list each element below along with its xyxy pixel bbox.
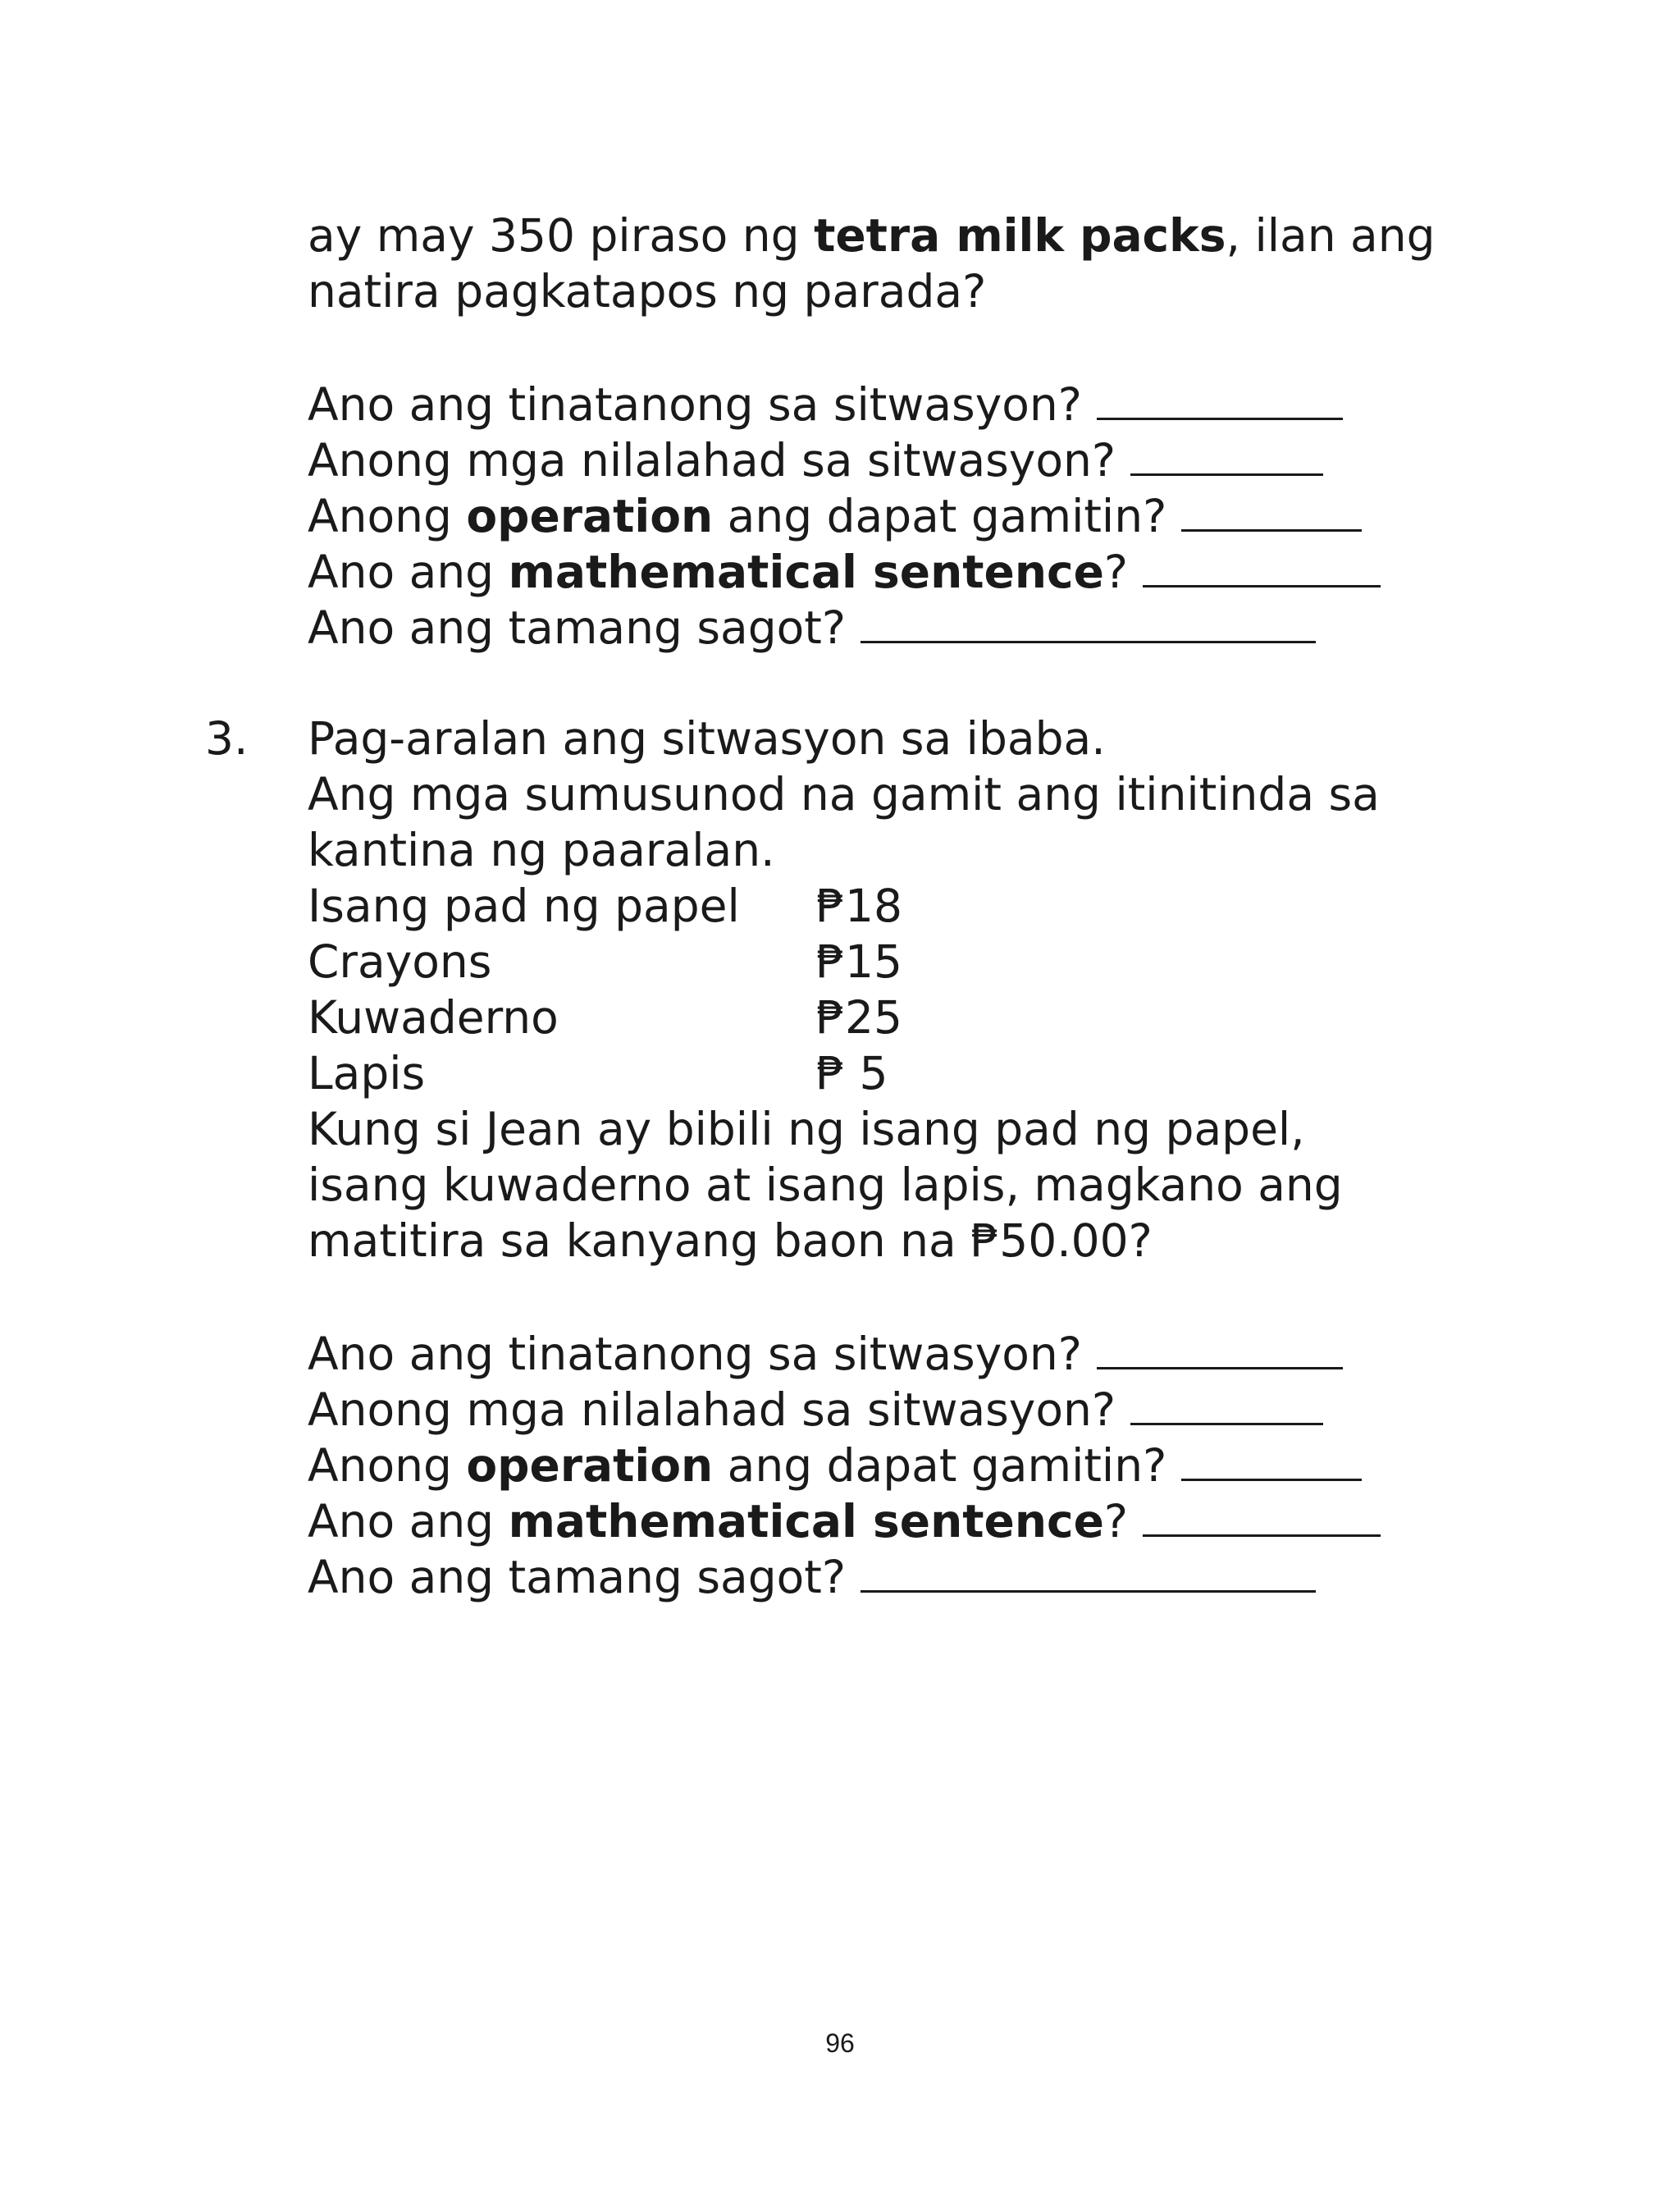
item-price: ₱15 xyxy=(816,935,902,988)
answer-blank[interactable] xyxy=(1097,375,1343,420)
item-price: ₱25 xyxy=(816,991,902,1044)
question-text: Anong mga nilalahad sa sitwasyon? xyxy=(308,1383,1116,1436)
question-text: Ano ang xyxy=(308,1495,509,1548)
item-name: Crayons xyxy=(308,935,492,988)
answer-blank[interactable] xyxy=(1143,1492,1381,1537)
question-text: ? xyxy=(1103,546,1129,598)
page-number: 96 xyxy=(825,2028,855,2058)
problem3-line2: Ang mga sumusunod na gamit ang itinitinda sa xyxy=(308,768,1380,821)
question-text: ang dapat gamitin? xyxy=(713,490,1167,542)
question-bold-term: operation xyxy=(466,490,714,542)
answer-blank[interactable] xyxy=(1181,1436,1362,1481)
question-bold-term: mathematical sentence xyxy=(508,546,1104,598)
question-text: Anong xyxy=(308,1439,467,1492)
question-text: Anong xyxy=(308,490,467,542)
answer-blank[interactable] xyxy=(1130,431,1323,476)
problem3-question-line1: Kung si Jean ay bibili ng isang pad ng papel, xyxy=(308,1103,1305,1155)
question2-given xyxy=(308,431,1323,488)
answer-blank[interactable] xyxy=(1181,487,1362,532)
question-bold-term: operation xyxy=(466,1439,714,1492)
question3-answer xyxy=(308,1548,1316,1605)
question-text: Ano ang tinatanong sa sitwasyon? xyxy=(308,1328,1082,1380)
problem3-intro: Pag-aralan ang sitwasyon sa ibaba. xyxy=(308,712,1106,765)
problem2-text: ay may 350 piraso ng xyxy=(308,209,815,262)
problem2-text-end: , ilan ang xyxy=(1226,209,1436,262)
question2-answer xyxy=(308,598,1316,656)
item-name: Isang pad ng papel xyxy=(308,880,740,932)
item-name: Kuwaderno xyxy=(308,991,559,1044)
question3-operation xyxy=(308,1436,1362,1493)
answer-blank[interactable] xyxy=(861,1548,1316,1593)
question3-asked xyxy=(308,1324,1343,1382)
question-text: Ano ang tamang sagot? xyxy=(308,1551,847,1603)
question-text: ? xyxy=(1103,1495,1129,1548)
answer-blank[interactable] xyxy=(1130,1380,1323,1425)
problem2-line2: natira pagkatapos ng parada? xyxy=(308,265,987,318)
question-text: ang dapat gamitin? xyxy=(713,1439,1167,1492)
question2-math-sentence xyxy=(308,542,1381,600)
question-text: Ano ang xyxy=(308,546,509,598)
question-bold-term: mathematical sentence xyxy=(508,1495,1104,1548)
question2-asked xyxy=(308,375,1343,432)
question2-operation xyxy=(308,487,1362,544)
problem3-number: 3. xyxy=(205,712,249,765)
question3-math-sentence xyxy=(308,1492,1381,1549)
answer-blank[interactable] xyxy=(861,598,1316,643)
question-text: Ano ang tinatanong sa sitwasyon? xyxy=(308,378,1082,431)
problem3-line3: kantina ng paaralan. xyxy=(308,824,775,876)
item-name: Lapis xyxy=(308,1047,426,1100)
question-text: Anong mga nilalahad sa sitwasyon? xyxy=(308,434,1116,487)
question-text: Ano ang tamang sagot? xyxy=(308,601,847,654)
problem2-bold-term: tetra milk packs xyxy=(814,209,1226,262)
problem3-question-line3: matitira sa kanyang baon na ₱50.00? xyxy=(308,1214,1153,1267)
item-price: ₱ 5 xyxy=(816,1047,888,1100)
answer-blank[interactable] xyxy=(1097,1324,1343,1369)
problem2-line1 xyxy=(308,208,1436,263)
item-price: ₱18 xyxy=(816,880,902,932)
problem3-question-line2: isang kuwaderno at isang lapis, magkano ang xyxy=(308,1159,1343,1211)
question3-given xyxy=(308,1380,1323,1438)
answer-blank[interactable] xyxy=(1143,542,1381,588)
